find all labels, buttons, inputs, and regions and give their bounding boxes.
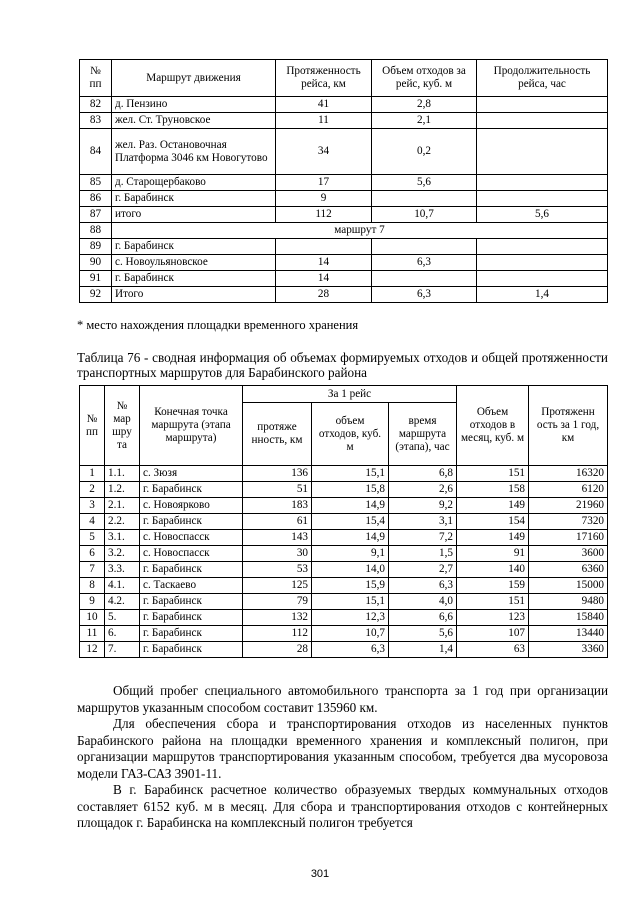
table-row bbox=[80, 514, 608, 530]
row-number: 92 bbox=[80, 287, 112, 303]
row-number: 12 bbox=[80, 642, 105, 658]
endpoint: г. Барабинск bbox=[140, 562, 243, 578]
route-number: 7. bbox=[105, 642, 140, 658]
route-duration bbox=[477, 271, 608, 287]
header-monthly-volume: Объем отходов в месяц, куб. м bbox=[457, 386, 529, 466]
route-number: 6. bbox=[105, 626, 140, 642]
trip-volume: 10,7 bbox=[312, 626, 389, 642]
paragraph-trucks: Для обеспечения сбора и транспортирования отходов из населенных пунктов Барабинского района на площадки временного хранения и комплексный полигон, при организации маршрутов транспортирования указанным способом, требуется два мусоровоза модели ГАЗ-САЗ 3901-11. bbox=[77, 716, 608, 781]
trip-time: 3,1 bbox=[389, 514, 457, 530]
endpoint: г. Барабинск bbox=[140, 642, 243, 658]
table-row bbox=[80, 626, 608, 642]
route-length: 34 bbox=[276, 129, 372, 175]
row-number: 90 bbox=[80, 255, 112, 271]
endpoint: с. Новоярково bbox=[140, 498, 243, 514]
row-number: 83 bbox=[80, 113, 112, 129]
trip-time: 9,2 bbox=[389, 498, 457, 514]
trip-time: 1,5 bbox=[389, 546, 457, 562]
monthly-volume: 158 bbox=[457, 482, 529, 498]
route-volume: 0,2 bbox=[372, 129, 477, 175]
route-volume bbox=[372, 239, 477, 255]
trip-time: 2,6 bbox=[389, 482, 457, 498]
row-number: 1 bbox=[80, 466, 105, 482]
page-number: 301 bbox=[310, 868, 330, 880]
table-row bbox=[80, 129, 608, 175]
yearly-length: 9480 bbox=[529, 594, 608, 610]
route-number: 2.2. bbox=[105, 514, 140, 530]
table-row bbox=[80, 207, 608, 223]
table-row bbox=[80, 466, 608, 482]
monthly-volume: 107 bbox=[457, 626, 529, 642]
trip-volume: 15,4 bbox=[312, 514, 389, 530]
route-length: 9 bbox=[276, 191, 372, 207]
endpoint: с. Новоспасск bbox=[140, 546, 243, 562]
row-number: 88 bbox=[80, 223, 112, 239]
table-row bbox=[80, 482, 608, 498]
trip-time: 5,6 bbox=[389, 626, 457, 642]
trip-time: 1,4 bbox=[389, 642, 457, 658]
header-length: Протяженность рейса, км bbox=[276, 60, 372, 97]
header-trip-length: протяже нность, км bbox=[243, 403, 312, 466]
route-name: жел. Раз. Остановочная Платформа 3046 км Новогутово bbox=[112, 129, 276, 175]
paragraph-barabinsk: В г. Барабинск расчетное количество образуемых твердых коммунальных отходов составляет 6152 куб. м в месяц. Для сбора и транспортирования отходов с контейнерных площадок г. Барабинска на комплексный полигон требуется bbox=[77, 782, 608, 830]
route-volume bbox=[372, 191, 477, 207]
table-row bbox=[80, 498, 608, 514]
route-volume: 6,3 bbox=[372, 287, 477, 303]
route-name: итого bbox=[112, 207, 276, 223]
row-number: 9 bbox=[80, 594, 105, 610]
header-trip-time: время маршрута (этапа), час bbox=[389, 403, 457, 466]
row-number: 10 bbox=[80, 610, 105, 626]
header-volume: Объем отходов за рейс, куб. м bbox=[372, 60, 477, 97]
trip-time: 2,7 bbox=[389, 562, 457, 578]
row-number: 11 bbox=[80, 626, 105, 642]
trip-volume: 15,8 bbox=[312, 482, 389, 498]
route-length: 28 bbox=[276, 287, 372, 303]
trip-length: 136 bbox=[243, 466, 312, 482]
route-length: 112 bbox=[276, 207, 372, 223]
table-row bbox=[80, 175, 608, 191]
yearly-length: 13440 bbox=[529, 626, 608, 642]
storage-note: * место нахождения площадки временного хранения bbox=[77, 318, 359, 332]
route-volume: 10,7 bbox=[372, 207, 477, 223]
endpoint: г. Барабинск bbox=[140, 482, 243, 498]
row-number: 5 bbox=[80, 530, 105, 546]
trip-volume: 12,3 bbox=[312, 610, 389, 626]
table-row bbox=[80, 530, 608, 546]
route-duration: 5,6 bbox=[477, 207, 608, 223]
route-number: 3.3. bbox=[105, 562, 140, 578]
trip-length: 112 bbox=[243, 626, 312, 642]
route-length: 41 bbox=[276, 97, 372, 113]
row-number: 2 bbox=[80, 482, 105, 498]
route-duration bbox=[477, 129, 608, 175]
route-volume: 2,8 bbox=[372, 97, 477, 113]
summary-table bbox=[79, 385, 608, 658]
table-row bbox=[80, 546, 608, 562]
yearly-length: 15000 bbox=[529, 578, 608, 594]
endpoint: с. Новоспасск bbox=[140, 530, 243, 546]
trip-time: 4,0 bbox=[389, 594, 457, 610]
routes-table bbox=[79, 59, 608, 303]
monthly-volume: 63 bbox=[457, 642, 529, 658]
trip-volume: 9,1 bbox=[312, 546, 389, 562]
route-group-title: маршрут 7 bbox=[112, 223, 608, 239]
monthly-volume: 91 bbox=[457, 546, 529, 562]
monthly-volume: 154 bbox=[457, 514, 529, 530]
row-number: 87 bbox=[80, 207, 112, 223]
trip-length: 51 bbox=[243, 482, 312, 498]
monthly-volume: 149 bbox=[457, 498, 529, 514]
table-row bbox=[80, 578, 608, 594]
table-row bbox=[80, 642, 608, 658]
route-number: 1.2. bbox=[105, 482, 140, 498]
row-number: 89 bbox=[80, 239, 112, 255]
route-name: с. Новоульяновское bbox=[112, 255, 276, 271]
header-trip-volume: объем отходов, куб. м bbox=[312, 403, 389, 466]
trip-time: 6,8 bbox=[389, 466, 457, 482]
header-duration: Продолжительность рейса, час bbox=[477, 60, 608, 97]
monthly-volume: 140 bbox=[457, 562, 529, 578]
table-row bbox=[80, 594, 608, 610]
table-caption: Таблица 76 - сводная информация об объемах формируемых отходов и общей протяженности транспортных маршрутов для Барабинского района bbox=[77, 350, 608, 380]
route-name: д. Старощербаково bbox=[112, 175, 276, 191]
route-duration bbox=[477, 113, 608, 129]
table-row bbox=[80, 97, 608, 113]
header-number: № пп bbox=[80, 386, 105, 466]
endpoint: с. Зюзя bbox=[140, 466, 243, 482]
route-number: 3.1. bbox=[105, 530, 140, 546]
route-volume: 2,1 bbox=[372, 113, 477, 129]
route-duration bbox=[477, 255, 608, 271]
route-length: 11 bbox=[276, 113, 372, 129]
trip-length: 143 bbox=[243, 530, 312, 546]
route-number: 3.2. bbox=[105, 546, 140, 562]
trip-volume: 14,0 bbox=[312, 562, 389, 578]
trip-length: 132 bbox=[243, 610, 312, 626]
trip-length: 125 bbox=[243, 578, 312, 594]
trip-time: 6,6 bbox=[389, 610, 457, 626]
endpoint: с. Таскаево bbox=[140, 578, 243, 594]
route-length bbox=[276, 239, 372, 255]
route-duration bbox=[477, 97, 608, 113]
route-duration: 1,4 bbox=[477, 287, 608, 303]
row-number: 4 bbox=[80, 514, 105, 530]
table-row bbox=[80, 113, 608, 129]
route-length: 17 bbox=[276, 175, 372, 191]
route-length: 14 bbox=[276, 255, 372, 271]
row-number: 82 bbox=[80, 97, 112, 113]
yearly-length: 3360 bbox=[529, 642, 608, 658]
trip-volume: 6,3 bbox=[312, 642, 389, 658]
table-row bbox=[80, 255, 608, 271]
yearly-length: 15840 bbox=[529, 610, 608, 626]
route-name: жел. Ст. Труновское bbox=[112, 113, 276, 129]
route-duration bbox=[477, 175, 608, 191]
monthly-volume: 149 bbox=[457, 530, 529, 546]
yearly-length: 16320 bbox=[529, 466, 608, 482]
row-number: 8 bbox=[80, 578, 105, 594]
monthly-volume: 151 bbox=[457, 594, 529, 610]
route-volume bbox=[372, 271, 477, 287]
route-name: г. Барабинск bbox=[112, 271, 276, 287]
trip-length: 79 bbox=[243, 594, 312, 610]
header-number: № пп bbox=[80, 60, 112, 97]
header-route-number: № мар шру та bbox=[105, 386, 140, 466]
row-number: 91 bbox=[80, 271, 112, 287]
paragraph-mileage: Общий пробег специального автомобильного транспорта за 1 год при организации маршрутов указанным способом составит 135960 км. bbox=[77, 683, 608, 715]
row-number: 7 bbox=[80, 562, 105, 578]
row-number: 3 bbox=[80, 498, 105, 514]
monthly-volume: 123 bbox=[457, 610, 529, 626]
endpoint: г. Барабинск bbox=[140, 594, 243, 610]
trip-time: 7,2 bbox=[389, 530, 457, 546]
route-duration bbox=[477, 191, 608, 207]
trip-time: 6,3 bbox=[389, 578, 457, 594]
table-row bbox=[80, 287, 608, 303]
route-volume: 5,6 bbox=[372, 175, 477, 191]
routes-table-header bbox=[80, 60, 608, 97]
header-endpoint: Конечная точка маршрута (этапа маршрута) bbox=[140, 386, 243, 466]
route-number: 4.2. bbox=[105, 594, 140, 610]
trip-volume: 15,9 bbox=[312, 578, 389, 594]
endpoint: г. Барабинск bbox=[140, 610, 243, 626]
yearly-length: 3600 bbox=[529, 546, 608, 562]
table-row bbox=[80, 562, 608, 578]
header-route: Маршрут движения bbox=[112, 60, 276, 97]
trip-volume: 15,1 bbox=[312, 594, 389, 610]
table-row bbox=[80, 191, 608, 207]
endpoint: г. Барабинск bbox=[140, 626, 243, 642]
row-number: 84 bbox=[80, 129, 112, 175]
trip-length: 30 bbox=[243, 546, 312, 562]
trip-volume: 14,9 bbox=[312, 498, 389, 514]
monthly-volume: 151 bbox=[457, 466, 529, 482]
trip-length: 61 bbox=[243, 514, 312, 530]
row-number: 86 bbox=[80, 191, 112, 207]
table-row bbox=[80, 610, 608, 626]
route-name: г. Барабинск bbox=[112, 239, 276, 255]
trip-length: 53 bbox=[243, 562, 312, 578]
trip-length: 183 bbox=[243, 498, 312, 514]
route-name: Итого bbox=[112, 287, 276, 303]
header-yearly-length: Протяженн ость за 1 год, км bbox=[529, 386, 608, 466]
table-row bbox=[80, 223, 608, 239]
yearly-length: 7320 bbox=[529, 514, 608, 530]
route-duration bbox=[477, 239, 608, 255]
route-number: 1.1. bbox=[105, 466, 140, 482]
yearly-length: 6120 bbox=[529, 482, 608, 498]
endpoint: г. Барабинск bbox=[140, 514, 243, 530]
route-length: 14 bbox=[276, 271, 372, 287]
route-number: 4.1. bbox=[105, 578, 140, 594]
route-name: д. Пензино bbox=[112, 97, 276, 113]
route-number: 2.1. bbox=[105, 498, 140, 514]
table-row bbox=[80, 271, 608, 287]
route-number: 5. bbox=[105, 610, 140, 626]
row-number: 6 bbox=[80, 546, 105, 562]
trip-volume: 15,1 bbox=[312, 466, 389, 482]
table-row bbox=[80, 239, 608, 255]
trip-length: 28 bbox=[243, 642, 312, 658]
route-volume: 6,3 bbox=[372, 255, 477, 271]
row-number: 85 bbox=[80, 175, 112, 191]
yearly-length: 6360 bbox=[529, 562, 608, 578]
trip-volume: 14,9 bbox=[312, 530, 389, 546]
yearly-length: 21960 bbox=[529, 498, 608, 514]
route-name: г. Барабинск bbox=[112, 191, 276, 207]
monthly-volume: 159 bbox=[457, 578, 529, 594]
header-per-trip: За 1 рейс bbox=[243, 386, 457, 403]
yearly-length: 17160 bbox=[529, 530, 608, 546]
